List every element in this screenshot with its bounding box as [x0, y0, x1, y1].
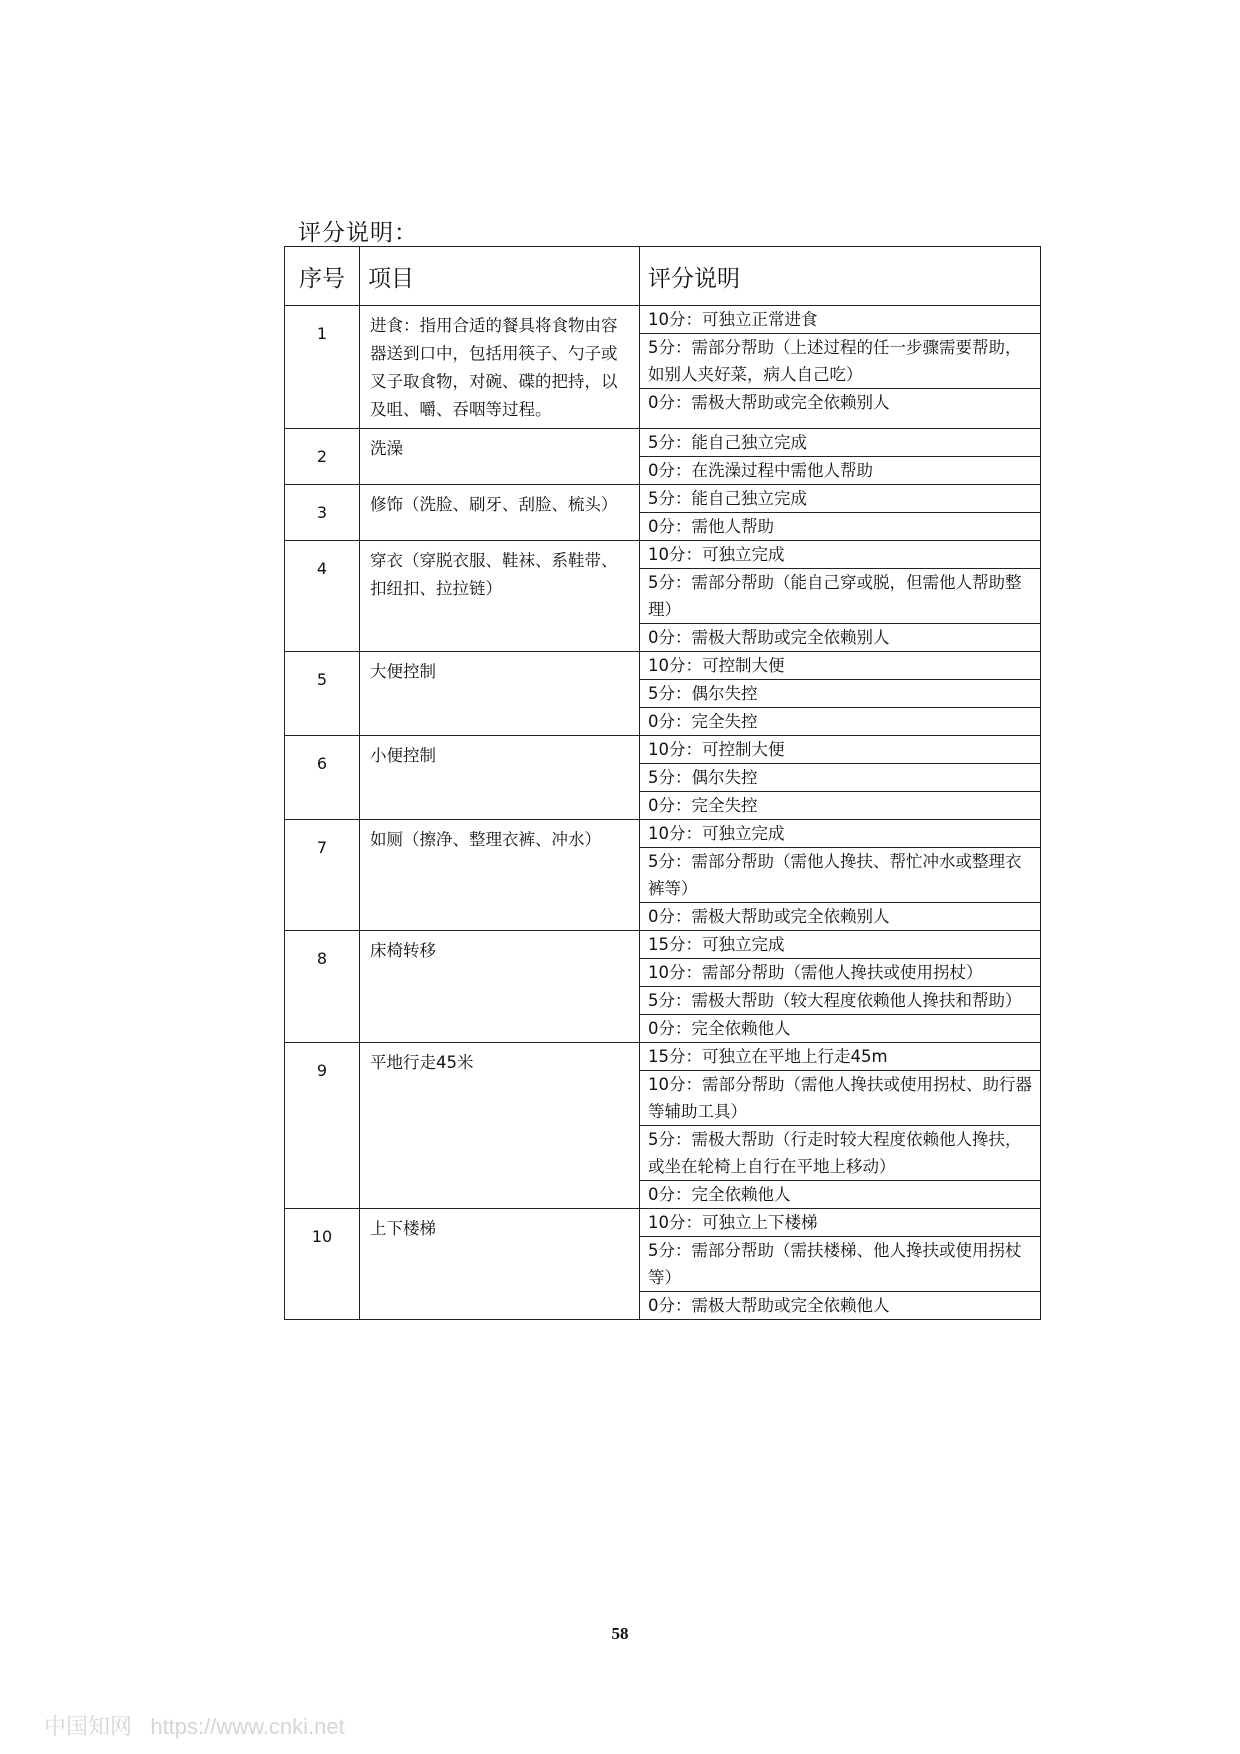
score-option: 5分：能自己独立完成 [640, 485, 1040, 513]
row-scores [640, 931, 1041, 1043]
score-option: 15分：可独立在平地上行走45m [640, 1043, 1040, 1071]
row-item: 洗澡 [360, 429, 640, 485]
table-row [285, 541, 1041, 652]
header-no: 序号 [285, 247, 360, 306]
header-item: 项目 [360, 247, 640, 306]
page-heading: 评分说明： [298, 220, 418, 246]
row-item: 进食：指用合适的餐具将食物由容器送到口中，包括用筷子、勺子或叉子取食物，对碗、碟的把持，以及咀、嚼、吞咽等过程。 [360, 306, 640, 429]
row-scores [640, 1043, 1041, 1209]
score-option: 10分：可控制大便 [640, 736, 1040, 764]
row-number: 3 [285, 485, 360, 541]
row-item: 小便控制 [360, 736, 640, 820]
score-option: 10分：可独立完成 [640, 820, 1040, 848]
score-option: 0分：需他人帮助 [648, 517, 774, 536]
row-item: 修饰（洗脸、刷牙、刮脸、梳头） [360, 485, 640, 541]
row-scores [640, 652, 1041, 736]
row-item: 平地行走45米 [360, 1043, 640, 1209]
score-option: 0分：完全依赖他人 [648, 1185, 791, 1204]
score-option: 0分：完全依赖他人 [648, 1019, 791, 1038]
header-desc: 评分说明 [640, 247, 1041, 306]
score-option: 10分：需部分帮助（需他人搀扶或使用拐杖、助行器等辅助工具） [640, 1071, 1040, 1126]
scoring-table [284, 246, 1041, 1320]
table-row [285, 931, 1041, 1043]
score-option: 0分：需极大帮助或完全依赖别人 [648, 628, 890, 647]
row-item: 如厕（擦净、整理衣裤、冲水） [360, 820, 640, 931]
score-option: 10分：可控制大便 [640, 652, 1040, 680]
row-scores [640, 429, 1041, 485]
score-option: 15分：可独立完成 [640, 931, 1040, 959]
score-option: 10分：可独立完成 [640, 541, 1040, 569]
table-row [285, 306, 1041, 429]
row-item: 穿衣（穿脱衣服、鞋袜、系鞋带、扣纽扣、拉拉链） [360, 541, 640, 652]
table-row [285, 652, 1041, 736]
score-option: 5分：需极大帮助（行走时较大程度依赖他人搀扶，或坐在轮椅上自行在平地上移动） [640, 1126, 1040, 1181]
score-option: 0分：需极大帮助或完全依赖他人 [648, 1296, 890, 1315]
score-option: 0分：需极大帮助或完全依赖别人 [648, 907, 890, 926]
row-number: 4 [285, 541, 360, 652]
row-number: 6 [285, 736, 360, 820]
score-option: 0分：在洗澡过程中需他人帮助 [648, 461, 873, 480]
table-row [285, 1043, 1041, 1209]
row-number: 9 [285, 1043, 360, 1209]
table-row [285, 736, 1041, 820]
table-header-row [285, 247, 1041, 306]
score-option: 5分：需部分帮助（需他人搀扶、帮忙冲水或整理衣裤等） [640, 848, 1040, 903]
row-number: 10 [285, 1209, 360, 1320]
row-number: 2 [285, 429, 360, 485]
score-option: 5分：能自己独立完成 [640, 429, 1040, 457]
table-row [285, 429, 1041, 485]
row-scores [640, 485, 1041, 541]
score-option: 10分：可独立正常进食 [640, 306, 1040, 334]
row-scores [640, 306, 1041, 429]
table-row [285, 820, 1041, 931]
row-scores [640, 541, 1041, 652]
row-scores [640, 736, 1041, 820]
score-option: 5分：偶尔失控 [640, 764, 1040, 792]
score-option: 5分：需极大帮助（较大程度依赖他人搀扶和帮助） [640, 987, 1040, 1015]
row-scores [640, 820, 1041, 931]
score-option: 0分：需极大帮助或完全依赖别人 [648, 393, 890, 412]
page-number: 58 [611, 1624, 629, 1643]
score-option: 10分：需部分帮助（需他人搀扶或使用拐杖） [640, 959, 1040, 987]
row-scores [640, 1209, 1041, 1320]
score-option: 5分：偶尔失控 [640, 680, 1040, 708]
row-number: 1 [285, 306, 360, 429]
row-item: 床椅转移 [360, 931, 640, 1043]
table-row [285, 485, 1041, 541]
row-number: 5 [285, 652, 360, 736]
score-option: 0分：完全失控 [648, 712, 758, 731]
row-item: 上下楼梯 [360, 1209, 640, 1320]
watermark: 中国知网 https://www.cnki.net [44, 1714, 345, 1739]
score-option: 5分：需部分帮助（能自己穿或脱，但需他人帮助整理） [640, 569, 1040, 624]
row-number: 7 [285, 820, 360, 931]
score-option: 5分：需部分帮助（需扶楼梯、他人搀扶或使用拐杖等） [640, 1237, 1040, 1292]
score-option: 0分：完全失控 [648, 796, 758, 815]
score-option: 10分：可独立上下楼梯 [640, 1209, 1040, 1237]
table-row [285, 1209, 1041, 1320]
row-item: 大便控制 [360, 652, 640, 736]
table-body [285, 306, 1041, 1320]
row-number: 8 [285, 931, 360, 1043]
score-option: 5分：需部分帮助（上述过程的任一步骤需要帮助，如别人夹好菜，病人自己吃） [640, 334, 1040, 389]
